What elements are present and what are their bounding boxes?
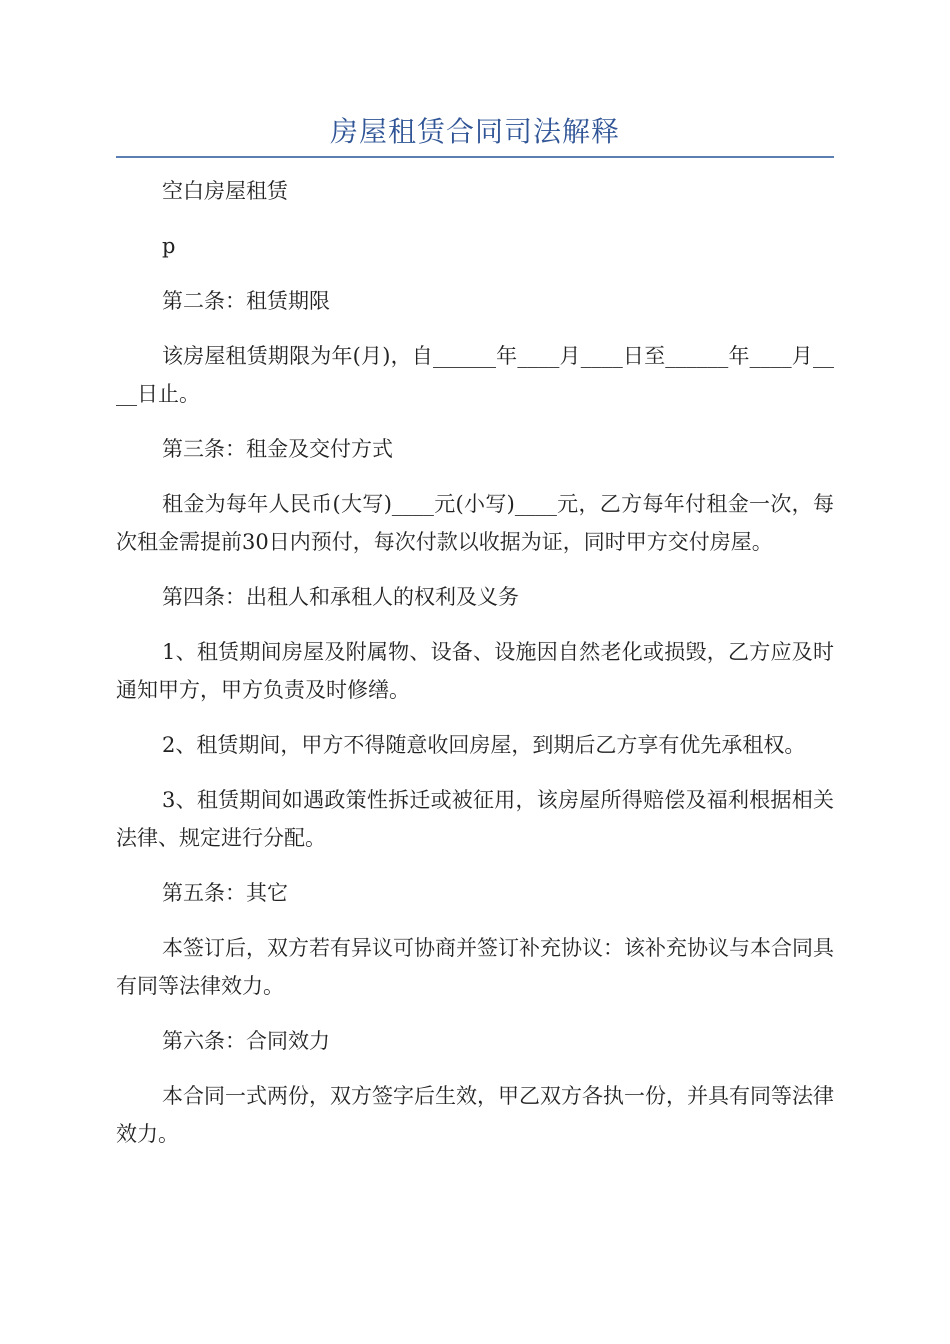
section-heading-6: 第六条：合同效力 <box>162 1029 330 1053</box>
section-heading-5: 第五条：其它 <box>162 881 288 905</box>
paragraph-right-1: 1、租赁期间房屋及附属物、设备、设施因自然老化或损毁，乙方应及时通知甲方，甲方负责及时修缮。 <box>116 640 834 702</box>
paragraph-p: p <box>162 234 176 258</box>
paragraph-effect: 本合同一式两份，双方签字后生效，甲乙双方各执一份，并具有同等法律效力。 <box>116 1084 834 1146</box>
section-heading-4: 第四条：出租人和承租人的权利及义务 <box>162 585 519 609</box>
paragraph-rent: 租金为每年人民币(大写)____元(小写)____元，乙方每年付租金一次，每次租金需提前30日内预付，每次付款以收据为证，同时甲方交付房屋。 <box>116 492 834 554</box>
paragraph-right-2: 2、租赁期间，甲方不得随意收回房屋，到期后乙方享有优先承租权。 <box>162 733 806 757</box>
paragraph-lease-term: 该房屋租赁期限为年(月)，自______年____月____日至______年____月____日止。 <box>116 344 834 406</box>
document-body <box>116 172 834 1170</box>
paragraph-other: 本签订后，双方若有异议可协商并签订补充协议：该补充协议与本合同具有同等法律效力。 <box>116 936 834 998</box>
section-heading-2: 第二条：租赁期限 <box>162 289 330 313</box>
paragraph-right-3: 3、租赁期间如遇政策性拆迁或被征用，该房屋所得赔偿及福利根据相关法律、规定进行分配。 <box>116 788 834 850</box>
section-heading-3: 第三条：租金及交付方式 <box>162 437 393 461</box>
document-title: 房屋租赁合同司法解释 <box>329 115 620 148</box>
title-block <box>116 112 834 158</box>
paragraph-intro: 空白房屋租赁 <box>162 179 288 203</box>
